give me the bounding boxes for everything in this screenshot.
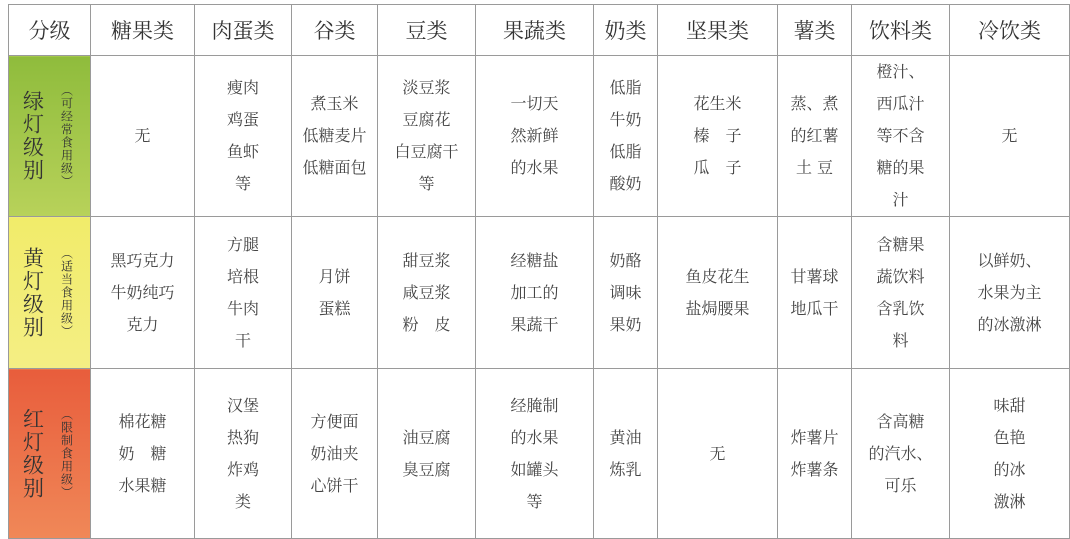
food-item-text: 干 [234, 330, 251, 350]
level-cell [9, 217, 91, 369]
food-item-text: 然新鲜 [510, 126, 559, 145]
header-cell: 坚果类 [658, 5, 778, 56]
food-item-text: 含乳饮 [876, 298, 925, 318]
food-item-text: 果蔬干 [510, 314, 559, 334]
food-item-text: 等 [234, 174, 251, 193]
food-item-text: 月饼 [318, 266, 351, 286]
food-item-text: 低糖面包 [302, 158, 367, 177]
food-item-text: 瓜 子 [693, 158, 742, 177]
food-item-text: 等 [526, 491, 543, 511]
food-cell [91, 369, 195, 539]
food-item-text: 如罐头 [510, 459, 559, 479]
level-note: （限制食用级） [59, 408, 74, 499]
header-cell: 分级 [9, 5, 91, 56]
food-cell [594, 217, 658, 369]
food-item-text: 淡豆浆 [402, 78, 451, 97]
table-row [9, 56, 1070, 217]
food-item-text: 豆腐花 [402, 110, 451, 129]
food-item-text: 水果为主 [977, 282, 1042, 302]
food-cell [658, 217, 778, 369]
food-cell [91, 217, 195, 369]
header-cell: 糖果类 [91, 5, 195, 56]
food-item-text: 料 [892, 330, 909, 350]
food-item-text: 水果糖 [118, 475, 167, 495]
food-item-text: 牛奶 [609, 110, 642, 129]
food-item-text: 黑巧克力 [110, 250, 175, 270]
food-item-text: 无 [1001, 126, 1018, 145]
food-item-text: 调味 [609, 282, 642, 302]
food-item-text: 以鲜奶、 [977, 250, 1042, 270]
food-item-text: 的冰 [993, 459, 1026, 479]
food-item-text: 酸奶 [609, 174, 642, 193]
food-item-text: 味甜 [993, 395, 1026, 415]
food-item-text: 低脂 [609, 142, 642, 161]
food-cell [91, 56, 195, 217]
food-item-text: 榛 子 [693, 126, 742, 145]
food-cell [292, 56, 378, 217]
food-item-text: 克力 [126, 314, 159, 334]
header-cell: 豆类 [378, 5, 476, 56]
food-item-text: 的汽水、 [868, 443, 933, 463]
food-item-text: 低糖麦片 [302, 126, 367, 145]
header-row [9, 5, 1070, 56]
level-label [13, 369, 86, 538]
food-item-text: 汉堡 [226, 395, 259, 415]
header-cell: 薯类 [778, 5, 852, 56]
food-item-text: 炸薯片 [790, 427, 839, 447]
header-cell: 冷饮类 [950, 5, 1070, 56]
food-cell [852, 369, 950, 539]
food-cell [195, 217, 292, 369]
table-row [9, 217, 1070, 369]
food-item-text: 炸薯条 [790, 459, 839, 479]
food-item-text: 甜豆浆 [402, 250, 451, 270]
food-item-text: 牛奶纯巧 [110, 282, 175, 302]
food-item-text: 可乐 [884, 475, 917, 495]
food-cell [195, 56, 292, 217]
food-item-text: 无 [709, 443, 726, 463]
food-cell [852, 56, 950, 217]
level-name: 绿灯级别 [20, 90, 45, 182]
food-item-text: 牛肉 [226, 298, 259, 318]
food-cell [476, 217, 594, 369]
food-item-text: 白豆腐干 [394, 142, 459, 161]
level-note: （可经常食用级） [59, 84, 74, 188]
header-cell: 果蔬类 [476, 5, 594, 56]
food-cell [378, 369, 476, 539]
level-note: （适当食用级） [59, 247, 74, 338]
food-item-text: 鸡蛋 [226, 110, 259, 129]
food-item-text: 粉 皮 [402, 314, 451, 334]
food-cell [950, 369, 1070, 539]
food-cell [852, 217, 950, 369]
food-item-text: 热狗 [226, 427, 259, 447]
food-cell [378, 217, 476, 369]
food-item-text: 的冰激淋 [977, 314, 1042, 334]
food-item-text: 地瓜干 [790, 298, 839, 318]
food-item-text: 花生米 [693, 94, 742, 113]
food-item-text: 盐焗腰果 [685, 298, 750, 318]
food-item-text: 橙汁、 [876, 62, 925, 81]
food-item-text: 蛋糕 [318, 298, 351, 318]
food-item-text: 煮玉米 [310, 94, 359, 113]
food-item-text: 一切天 [510, 94, 559, 113]
food-item-text: 的水果 [510, 158, 559, 177]
level-name: 红灯级别 [20, 407, 45, 500]
food-cell [476, 369, 594, 539]
food-item-text: 奶 糖 [118, 443, 167, 463]
food-cell [378, 56, 476, 217]
food-item-text: 低脂 [609, 78, 642, 97]
level-cell [9, 56, 91, 217]
food-item-text: 的红薯 [790, 126, 839, 145]
food-cell [658, 369, 778, 539]
food-item-text: 鱼虾 [226, 142, 259, 161]
food-cell [778, 217, 852, 369]
food-cell [658, 56, 778, 217]
food-item-text: 含高糖 [876, 411, 925, 431]
food-classification-table [8, 4, 1070, 539]
food-item-text: 土 豆 [795, 158, 834, 177]
food-item-text: 果奶 [609, 314, 642, 334]
food-item-text: 奶酪 [609, 250, 642, 270]
header-cell: 饮料类 [852, 5, 950, 56]
food-item-text: 方腿 [226, 234, 259, 254]
food-cell [195, 369, 292, 539]
food-item-text: 方便面 [310, 411, 359, 431]
food-item-text: 西瓜汁 [876, 94, 925, 113]
food-cell [950, 217, 1070, 369]
header-cell: 肉蛋类 [195, 5, 292, 56]
food-item-text: 臭豆腐 [402, 459, 451, 479]
food-item-text: 等不含 [876, 126, 925, 145]
level-name: 黄灯级别 [20, 246, 45, 339]
food-item-text: 经腌制 [510, 395, 559, 415]
food-item-text: 含糖果 [876, 234, 925, 254]
food-cell [292, 217, 378, 369]
food-item-text: 奶油夹 [310, 443, 359, 463]
food-item-text: 的水果 [510, 427, 559, 447]
food-cell [594, 369, 658, 539]
food-item-text: 经糖盐 [510, 250, 559, 270]
food-item-text: 咸豆浆 [402, 282, 451, 302]
food-item-text: 无 [134, 126, 151, 145]
food-item-text: 甘薯球 [790, 266, 839, 286]
food-cell [476, 56, 594, 217]
food-item-text: 类 [234, 491, 251, 511]
level-cell [9, 369, 91, 539]
food-item-text: 汁 [892, 190, 909, 209]
food-cell [594, 56, 658, 217]
food-item-text: 激淋 [993, 491, 1026, 511]
food-item-text: 鱼皮花生 [685, 266, 750, 286]
food-item-text: 等 [418, 174, 435, 193]
food-item-text: 培根 [226, 266, 259, 286]
food-item-text: 心饼干 [310, 475, 359, 495]
table-row [9, 369, 1070, 539]
header-cell: 谷类 [292, 5, 378, 56]
food-item-text: 油豆腐 [402, 427, 451, 447]
food-item-text: 糖的果 [876, 158, 925, 177]
food-cell [950, 56, 1070, 217]
food-item-text: 棉花糖 [118, 411, 167, 431]
food-item-text: 炸鸡 [226, 459, 259, 479]
food-item-text: 色艳 [993, 427, 1026, 447]
food-cell [778, 369, 852, 539]
header-cell: 奶类 [594, 5, 658, 56]
food-item-text: 炼乳 [609, 459, 642, 479]
food-item-text: 黄油 [609, 427, 642, 447]
level-label [13, 56, 86, 216]
food-cell [778, 56, 852, 217]
food-cell [292, 369, 378, 539]
food-item-text: 加工的 [510, 282, 559, 302]
level-label [13, 217, 86, 368]
food-item-text: 瘦肉 [226, 78, 259, 97]
food-item-text: 蒸、煮 [790, 94, 839, 113]
food-item-text: 蔬饮料 [876, 266, 925, 286]
